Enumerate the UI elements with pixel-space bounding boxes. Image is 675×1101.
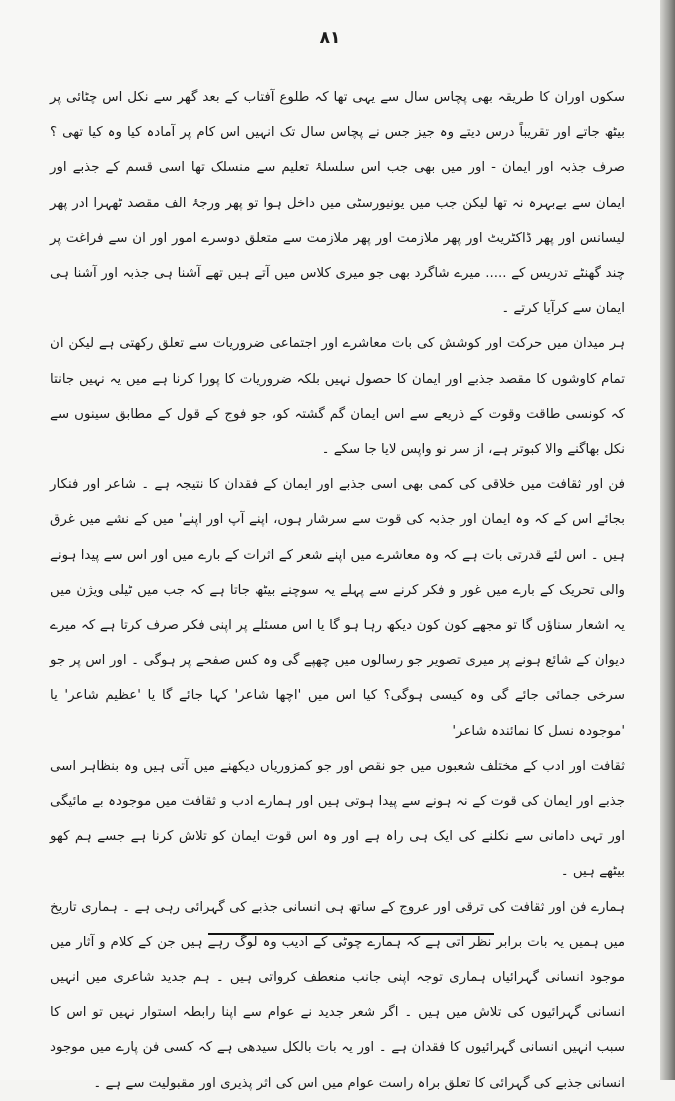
paragraph-2: ہر میدان میں حرکت اور کوشش کی بات معاشرے اور اجتماعی ضروریات سے تعلق رکھتی ہے لیکن ان تمام کاوشوں کا مقصد جذبے اور ایمان کا حصول نہیں بلکہ ضروریات کا پورا کرنا ہے میں یہ نہیں جانتا کہ کونسی طاقت وقوت کے ذریعے سے اس ایمان گم گشتہ کو، جو فوج کے قول کے مطابق سینوں سے نکل بھاگنے والا کبوتر ہے، از سر نو واپس لایا جا سکے ۔: [50, 336, 625, 458]
page-number: ۸۱: [319, 28, 341, 48]
paragraph-4: ثقافت اور ادب کے مختلف شعبوں میں جو نقص اور جو کمزوریاں دیکھنے میں آتی ہیں وہ بنظاہر اسی جذبے اور ایمان کی قوت کے نہ ہونے سے پیدا ہوتی ہیں اور ہمارے ادب و ثقافت میں موجودہ بے مائیگی اور تہی دامانی سے نکلنے کی ایک ہی راہ ہے اور وہ اس قوت ایمان کو تلاش کرنا ہے جسے ہم کھو بیٹھے ہیں ۔: [50, 758, 625, 880]
body-text: [50, 80, 625, 1101]
page-edge: [660, 0, 675, 1080]
paragraph-5: ہمارے فن اور ثقافت کی ترقی اور عروج کے ساتھ ہی انسانی جذبے کی گہرائی رہی ہے ۔ ہماری تاریخ میں ہمیں یہ بات برابر نظر آتی ہے کہ ہمارے چوٹی کے ادیب وہ لوگ رہے ہیں جن کے کلام و آثار میں موجود انسانی گہرائیاں ہماری توجہ اپنی جانب منعطف کرواتی ہیں ۔ ہم جدید شاعری میں انہیں انسانی گہرائیوں کی تلاش میں ہیں ۔ اگر شعر جدید نے عوام سے اپنا رابطہ استوار نہیں تو اس کا سبب انہیں انسانی گہرائیوں کا فقدان ہے ۔ اور یہ بات بالکل سیدھی ہے کہ کسی فن پارے میں موجود انسانی جذبے کی گہرائی کا تعلق براہ راست عوام میں اس کی اثر پذیری اور مقبولیت سے ہے ۔: [50, 899, 625, 1091]
paragraph-3: فن اور ثقافت میں خلاقی کی کمی بھی اسی جذبے اور ایمان کے فقدان کا نتیجہ ہے ۔ شاعر اور فنکار بجائے اس کے کہ وہ ایمان اور جذبہ کی قوت سے سرشار ہوں، اپنے آپ اور اپنے' میں کے نشے میں غرق ہیں ۔ اس لئے قدرتی بات ہے کہ وہ معاشرے میں اپنے شعر کے اثرات کے بارے میں اور اس سے پیدا ہونے والی تحریک کے بارے میں غور و فکر کرنے سے پہلے یہ سوچنے بیٹھ جاتا ہے کہ جب میں ٹیلی ویژن میں یہ اشعار سناؤں گا تو مجھے کون کون دیکھ رہا ہو گا یا اس مسئلے پر اپنی فکر صرف کرتا ہے کہ میرے دیوان کے شائع ہونے پر میری تصویر جو رسالوں میں چھپے گی وہ کس صفحے پر ہوگی ۔ اور اس پر جو سرخی جمائی جائے گی وہ کیسی ہوگی؟ کیا اس میں 'اچھا شاعر' کہا جائے گا یا 'عظیم شاعر' یا 'موجودہ نسل کا نمائندہ شاعر': [50, 477, 625, 739]
paragraph-1: سکوں اوران کا طریقہ بھی پچاس سال سے یہی تھا کہ طلوع آفتاب کے بعد گھر سے نکل اس چٹائی پر بیٹھ جاتے اور تقریباً درس دیتے وہ جیز جس نے پچاس سال تک انہیں اس کام پر آمادہ کیا وہ کیا تھی ؟ صرف جذبہ اور ایمان - اور میں بھی جب اس سلسلۂ تعلیم سے منسلک تھا اسی قسم کے جذبے اور ایمان سے بےبہرہ نہ تھا لیکن جب میں یونیورسٹی میں داخل ہوا تو پھر ورجۂ الف مقصد ٹھہرا ادر پھر لیسانس اور پھر ڈاکٹریٹ اور پھر ملازمت اور پھر ملازمت سے متعلق دوسرے امور اور ان سے فراغت پر چند گھنٹے تدریس کے ..... میرے شاگرد بھی جو میری کلاس میں آتے ہیں تھے آشنا ہی جذبہ اور آشنا ہی ایمان سے کرآیا کرتے ۔: [50, 90, 625, 317]
section-end-rule: [208, 933, 494, 935]
